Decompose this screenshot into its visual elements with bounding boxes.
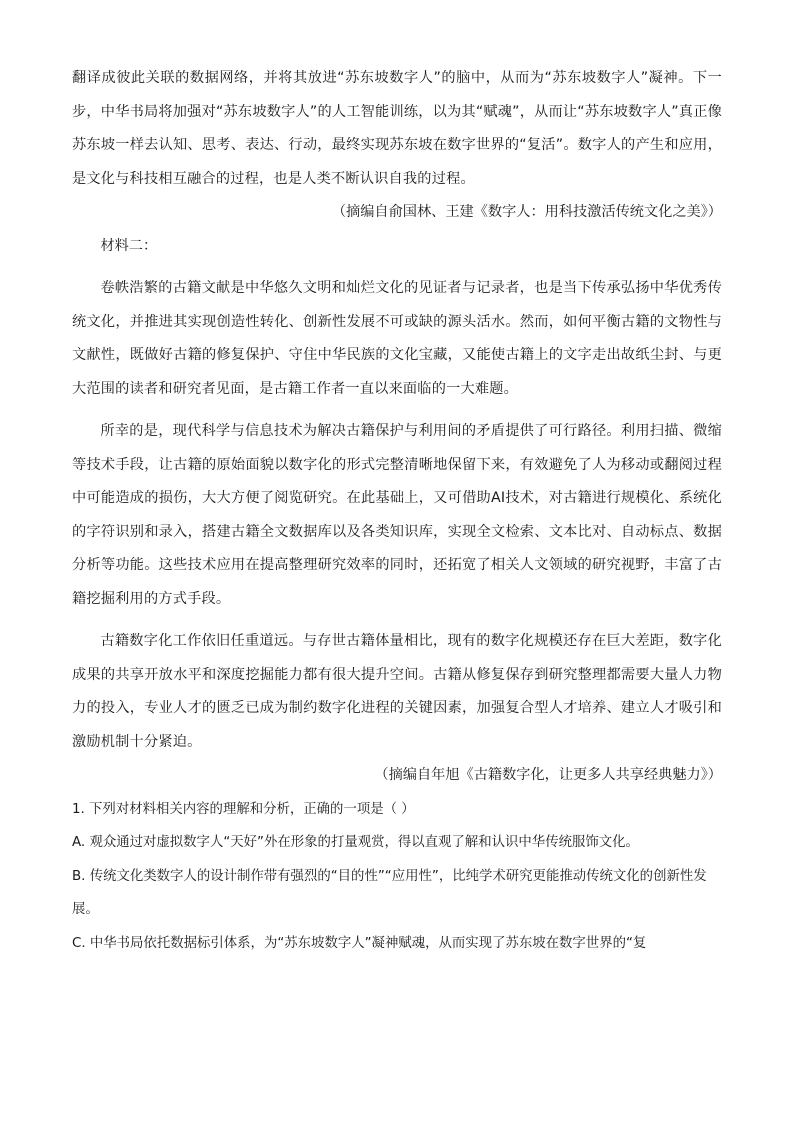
material1-tail-paragraph: 翻译成彼此关联的数据网络，并将其放进“苏东坡数字人”的脑中，从而为“苏东坡数字人”凝神。下一步，中华书局将加强对“苏东坡数字人”的人工智能训练，以为其“赋魂”，从而让“苏东坡数字人”真正像苏东坡一样去认知、思考、表达、行动，最终实现苏东坡在数字世界的“复活”。数字人的产生和应用，是文化与科技相互融合的过程，也是人类不断认识自我的过程。	[72, 70, 722, 187]
source-citation-2: （摘编自年旭《古籍数字化，让更多人共享经典魅力》）	[374, 767, 722, 783]
question-1-stem: 1. 下列对材料相关内容的理解和分析，正确的一项是（ ）	[72, 801, 415, 817]
source-citation-1: （摘编自俞国林、王建《数字人：用科技激活传统文化之美》）	[331, 204, 722, 220]
material2-paragraph-3: 古籍数字化工作依旧任重道远。与存世古籍体量相比，现有的数字化规模还存在巨大差距，数字化成果的共享开放水平和深度挖掘能力都有很大提升空间。古籍从修复保存到研究整理都需要大量人力物力的投入，专业人才的匮乏已成为制约数字化进程的关键因素，加强复合型人才培养、建立人才吸引和激励机制十分紧迫。	[72, 633, 722, 750]
material2-paragraph-2: 所幸的是，现代科学与信息技术为解决古籍保护与利用间的矛盾提供了可行路径。利用扫描、微缩等技术手段，让古籍的原始面貌以数字化的形式完整清晰地保留下来，有效避免了人为移动或翻阅过程中可能造成的损伤，大大方便了阅览研究。在此基础上，又可借助AI技术，对古籍进行规模化、系统化的字符识别和录入，搭建古籍全文数据库以及各类知识库，实现全文检索、文本比对、自动标点、数据分析等功能。这些技术应用在提高整理研究效率的同时，还拓宽了相关人文领域的研究视野，丰富了古籍挖掘利用的方式手段。	[72, 423, 722, 607]
material2-heading: 材料二：	[100, 237, 158, 254]
material2-paragraph-1: 卷帙浩繁的古籍文献是中华悠久文明和灿烂文化的见证者与记录者，也是当下传承弘扬中华优秀传统文化，并推进其实现创造性转化、创新性发展不可或缺的源头活水。然而，如何平衡古籍的文物性与文献性，既做好古籍的修复保护、守住中华民族的文化宝藏，又能使古籍上的文字走出故纸尘封、与更大范围的读者和研究者见面，是古籍工作者一直以来面临的一大难题。	[72, 280, 722, 397]
question-1-option-a: A. 观众通过对虚拟数字人“天好”外在形象的打量观赏，得以直观了解和认识中华传统服饰文化。	[72, 835, 639, 850]
question-1-option-b: B. 传统文化类数字人的设计制作带有强烈的“目的性”“应用性”，比纯学术研究更能推动传统文化的创新性发展。	[72, 868, 707, 917]
question-1-option-c: C. 中华书局依托数据标引体系，为“苏东坡数字人”凝神赋魂，从而实现了苏东坡在数字世界的“复	[72, 935, 647, 951]
document-page	[72, 62, 722, 960]
